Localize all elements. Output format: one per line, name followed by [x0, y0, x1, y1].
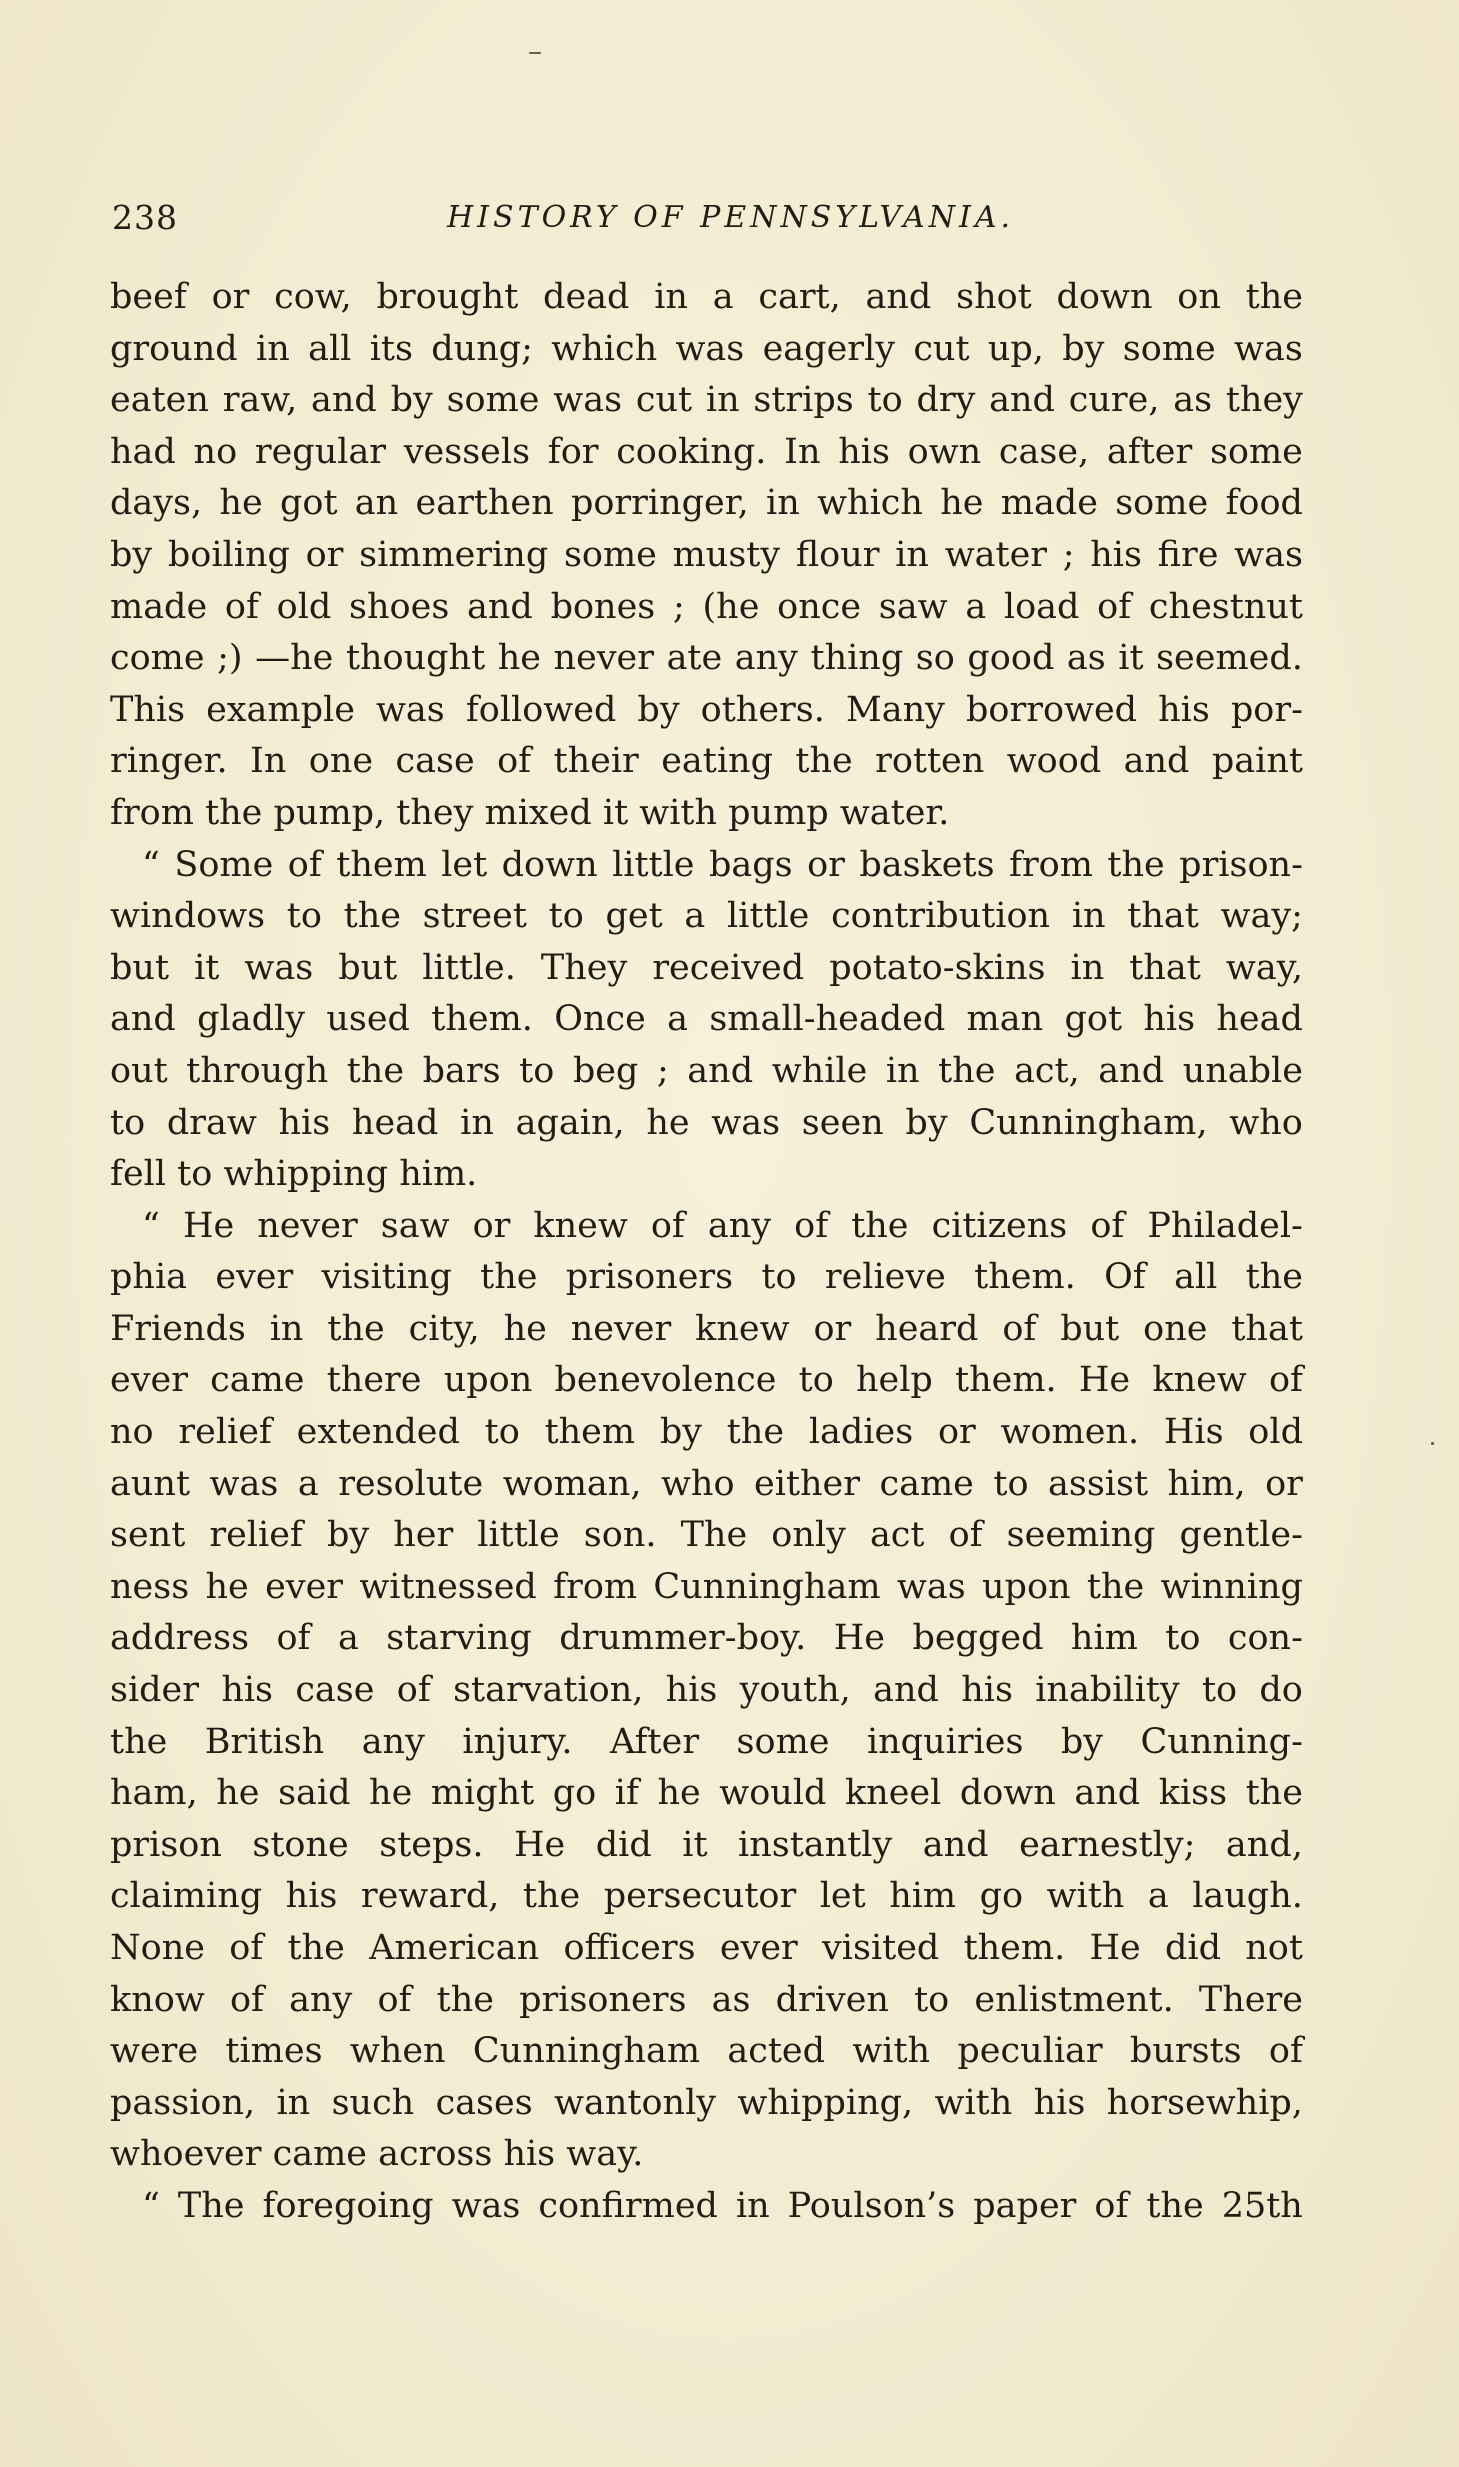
page-header [112, 198, 1302, 248]
text-line: “ Some of them let down little bags or baskets from the prison- [142, 844, 1303, 885]
text-line: sent relief by her little son. The only act of seeming gentle- [110, 1515, 1303, 1556]
text-line: phia ever visiting the prisoners to relieve them. Of all the [110, 1257, 1303, 1298]
text-line: beef or cow, brought dead in a cart, and shot down on the [110, 277, 1303, 317]
text-line: from the pump, they mixed it with pump water. [110, 792, 950, 833]
text-line: days, he got an earthen porringer, in which he made some food [110, 483, 1303, 524]
text-line: out through the bars to beg ; and while in the act, and unable [110, 1050, 1303, 1091]
text-line: “ The foregoing was confirmed in Poulson’s paper of the 25th [142, 2185, 1303, 2226]
text-line: but it was but little. They received potato-skins in that way, [110, 947, 1303, 988]
text-line: whoever came across his way. [110, 2134, 644, 2175]
text-line: “ He never saw or knew of any of the citizens of Philadel- [142, 1205, 1303, 1246]
text-line: Friends in the city, he never knew or heard of but one that [110, 1308, 1303, 1349]
text-line: address of a starving drummer-boy. He begged him to con- [110, 1618, 1303, 1659]
text-line: come ;) —he thought he never ate any thing so good as it seemed. [110, 638, 1303, 679]
text-line: This example was followed by others. Many borrowed his por- [110, 689, 1303, 730]
text-line: ringer. In one case of their eating the rotten wood and paint [110, 741, 1303, 782]
text-line: claiming his reward, the persecutor let him go with a laugh. [110, 1876, 1303, 1917]
text-line: had no regular vessels for cooking. In his own case, after some [110, 431, 1303, 472]
text-line: ever came there upon benevolence to help them. He knew of [110, 1360, 1303, 1401]
text-line: ham, he said he might go if he would kneel down and kiss the [110, 1773, 1303, 1814]
text-line: passion, in such cases wantonly whipping, with his horsewhip, [110, 2082, 1303, 2123]
text-line: were times when Cunningham acted with peculiar bursts of [110, 2031, 1303, 2072]
text-line: and gladly used them. Once a small-headed man got his head [110, 999, 1303, 1040]
ink-speck [1431, 1442, 1434, 1445]
ink-speck [529, 52, 541, 54]
running-title: HISTORY OF PENNSYLVANIA. [447, 200, 1015, 235]
text-line: aunt was a resolute woman, who either came to assist him, or [110, 1463, 1303, 1504]
body-text [110, 272, 1303, 2233]
text-line: eaten raw, and by some was cut in strips to dry and cure, as they [110, 380, 1303, 421]
text-line: sider his case of starvation, his youth, and his inability to do [110, 1670, 1303, 1711]
text-line: None of the American officers ever visited them. He did not [110, 1928, 1303, 1968]
text-line: windows to the street to get a little contribution in that way; [110, 896, 1303, 937]
text-line: ness he ever witnessed from Cunningham was upon the winning [110, 1566, 1303, 1607]
text-line: no relief extended to them by the ladies or women. His old [110, 1412, 1303, 1453]
text-line: the British any injury. After some inquiries by Cunning- [110, 1721, 1303, 1762]
text-line: know of any of the prisoners as driven to enlistment. There [110, 1979, 1303, 2020]
text-line: ground in all its dung; which was eagerly cut up, by some was [110, 328, 1303, 369]
page-number: 238 [112, 198, 178, 237]
text-line: by boiling or simmering some musty flour in water ; his fire was [110, 534, 1303, 575]
text-line: to draw his head in again, he was seen by Cunningham, who [110, 1102, 1303, 1143]
text-line: fell to whipping him. [110, 1154, 478, 1195]
text-line: made of old shoes and bones ; (he once saw a load of chestnut [110, 586, 1303, 627]
text-line: prison stone steps. He did it instantly and earnestly; and, [110, 1824, 1303, 1865]
